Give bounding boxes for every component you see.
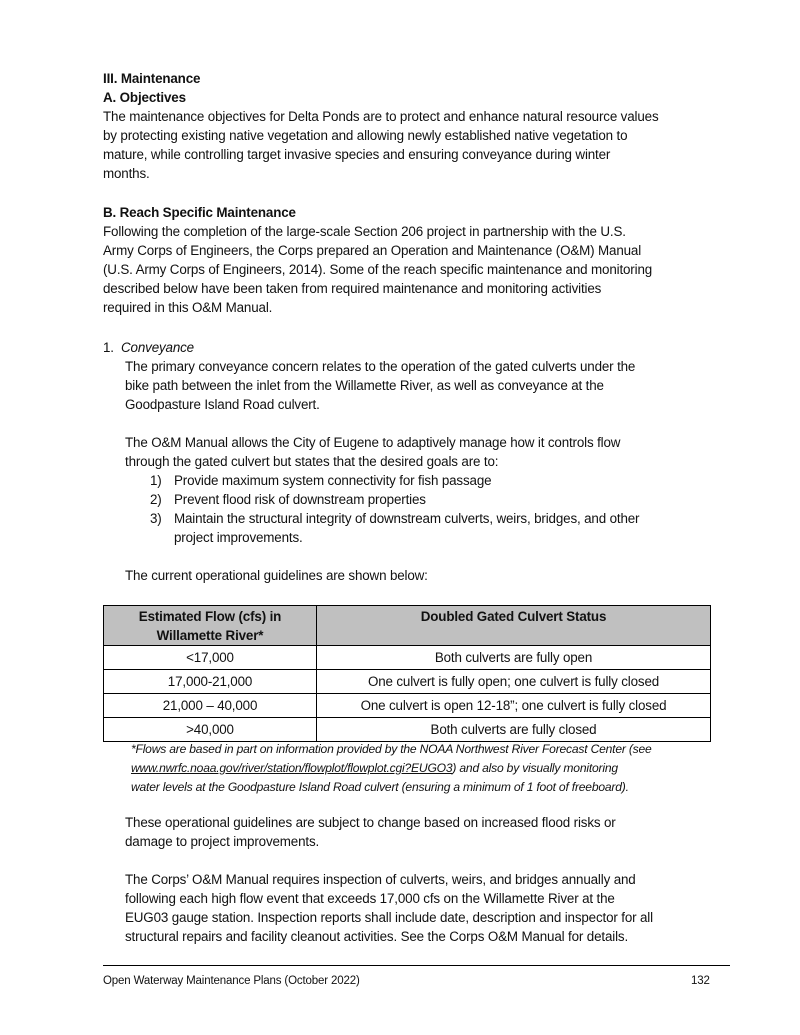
conveyance-heading: Conveyance: [121, 340, 194, 355]
objectives-text-line: months.: [103, 166, 150, 181]
table-intro: [125, 566, 725, 585]
goal-text: Provide maximum system connectivity for fish passage: [174, 473, 492, 488]
status-cell: Both culverts are fully closed: [317, 718, 711, 742]
reach-text-line: required in this O&M Manual.: [103, 300, 273, 315]
footnote-text: ) and also by visually monitoring: [452, 761, 618, 775]
paragraph-line: structural repairs and facility cleanout activities. See the Corps O&M Manual for details.: [125, 929, 629, 944]
conveyance-number: 1.: [103, 340, 114, 355]
table-intro-text: The current operational guidelines are shown below:: [125, 568, 428, 583]
conveyance-heading-row: [103, 338, 733, 357]
flow-cell: >40,000: [104, 718, 317, 742]
conveyance-paragraph-1: [125, 357, 725, 414]
reach-section: [103, 203, 733, 317]
paragraph-line: The O&M Manual allows the City of Eugene to adaptively manage how it controls flow: [125, 435, 621, 450]
paragraph-line: following each high flow event that exceeds 17,000 cfs on the Willamette River at the: [125, 891, 615, 906]
paragraph-line: These operational guidelines are subject to change based on increased flood risks or: [125, 815, 616, 830]
goal-text: Prevent flood risk of downstream properties: [174, 492, 426, 507]
goal-number: 2): [150, 492, 162, 507]
page-number: 132: [691, 975, 710, 987]
conveyance-paragraph-2: [125, 433, 725, 471]
paragraph-line: through the gated culvert but states that the desired goals are to:: [125, 454, 499, 469]
footer-divider: [103, 965, 730, 966]
column-header-flow: Estimated Flow (cfs) in Willamette River*: [104, 606, 317, 646]
objectives-text-line: by protecting existing native vegetation and allowing newly established native vegetation to: [103, 128, 628, 143]
status-cell: Both culverts are fully open: [317, 646, 711, 670]
paragraph-line: Goodpasture Island Road culvert.: [125, 397, 320, 412]
flow-cell: 21,000 – 40,000: [104, 694, 317, 718]
footer-title: Open Waterway Maintenance Plans (October 2022): [103, 975, 360, 987]
paragraph-line: The primary conveyance concern relates to the operation of the gated culverts under the: [125, 359, 636, 374]
column-header-status: Doubled Gated Culvert Status: [317, 606, 711, 646]
status-cell: One culvert is fully open; one culvert is fully closed: [317, 670, 711, 694]
reach-text-line: described below have been taken from required maintenance and monitoring activities: [103, 281, 602, 296]
reach-text-line: Army Corps of Engineers, the Corps prepared an Operation and Maintenance (O&M) Manual: [103, 243, 642, 258]
goal-item: [0, 490, 800, 509]
paragraph-line: EUG03 gauge station. Inspection reports shall include date, description and inspector for all: [125, 910, 653, 925]
flow-cell: 17,000-21,000: [104, 670, 317, 694]
status-cell: One culvert is open 12-18”; one culvert is fully closed: [317, 694, 711, 718]
table-row: [104, 670, 711, 694]
nwrfc-link[interactable]: www.nwrfc.noaa.gov/river/station/flowplot/flowplot.cgi?EUGO3: [131, 761, 453, 775]
section-title: III. Maintenance: [103, 71, 201, 86]
goal-text: Maintain the structural integrity of downstream culverts, weirs, bridges, and other: [174, 511, 640, 526]
reach-heading: B. Reach Specific Maintenance: [103, 205, 296, 220]
objectives-text-line: mature, while controlling target invasive species and ensuring conveyance during winter: [103, 147, 611, 162]
paragraph-line: damage to project improvements.: [125, 834, 320, 849]
reach-text-line: Following the completion of the large-scale Section 206 project in partnership with the U.S.: [103, 224, 626, 239]
objectives-section: [103, 69, 733, 183]
goal-text: project improvements.: [174, 530, 303, 545]
table-header-row: [104, 606, 711, 646]
objectives-heading: A. Objectives: [103, 90, 186, 105]
table-footnote: [131, 740, 652, 797]
objectives-text-line: The maintenance objectives for Delta Ponds are to protect and enhance natural resource values: [103, 109, 659, 124]
table-row: [104, 646, 711, 670]
conveyance-paragraph-4: [125, 870, 725, 946]
goal-number: 1): [150, 473, 162, 488]
footnote-line: water levels at the Goodpasture Island Road culvert (ensuring a minimum of 1 foot of freeboard).: [131, 780, 629, 794]
goal-number: 3): [150, 511, 162, 526]
flow-cell: <17,000: [104, 646, 317, 670]
reach-text-line: (U.S. Army Corps of Engineers, 2014). Some of the reach specific maintenance and monitoring: [103, 262, 653, 277]
operational-guidelines-table: [103, 605, 711, 742]
goal-item: [0, 509, 800, 547]
goal-item: [0, 471, 800, 490]
paragraph-line: bike path between the inlet from the Willamette River, as well as conveyance at the: [125, 378, 604, 393]
table-row: [104, 694, 711, 718]
paragraph-line: The Corps’ O&M Manual requires inspection of culverts, weirs, and bridges annually and: [125, 872, 636, 887]
conveyance-paragraph-3: [125, 813, 725, 851]
footnote-line: *Flows are based in part on information provided by the NOAA Northwest River Forecast Center (see: [131, 742, 652, 756]
table-row: [104, 718, 711, 742]
